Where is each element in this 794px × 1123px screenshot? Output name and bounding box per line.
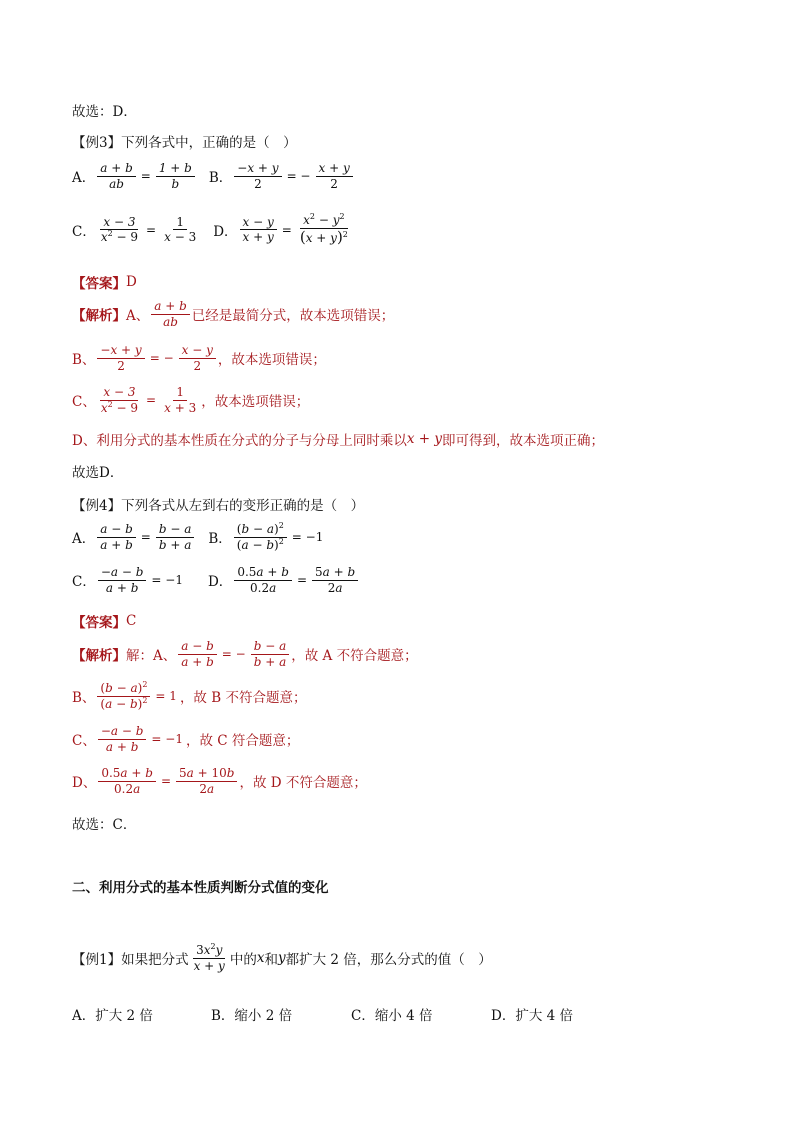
answer-4	[72, 611, 136, 631]
example-4-question	[72, 494, 364, 514]
conclusion-3	[72, 461, 123, 481]
section-title-text: 二、利用分式的基本性质判断分式值的变化	[72, 880, 329, 896]
option-c-label: C．	[72, 223, 96, 240]
fraction: $\frac{b - a}{b + a}$	[156, 523, 195, 551]
section-2-title	[72, 876, 329, 896]
fraction: $\frac{(b - a)^2}{(a - b)^2}$	[97, 682, 150, 710]
analysis-c-text: ，故 C 符合题意；	[185, 733, 300, 750]
fraction: $\frac{1}{x + 3}$	[164, 385, 197, 415]
analysis-a-prefix: A、	[126, 308, 150, 325]
analysis-c-prefix: C、	[72, 733, 96, 750]
example-3-tag: 【例3】	[72, 135, 122, 151]
example-1-text1: 如果把分式	[121, 952, 189, 969]
analysis-4-b: B、 $\frac{(b - a)^2}{(a - b)^2}$ = 1 ，故 B 不符合题意；	[72, 680, 307, 711]
fraction: $\frac{1}{x - 3}$	[164, 214, 197, 245]
example-1-text3: 和	[264, 952, 278, 969]
analysis-c-prefix: C、	[72, 394, 96, 411]
answer-tag: 【答案】	[72, 276, 126, 292]
example-4-tag: 【例4】	[72, 498, 122, 514]
analysis-d-prefix: D、	[72, 775, 97, 792]
example-3-question	[72, 131, 297, 151]
fraction: $\frac{1 + b}{b}$	[156, 162, 195, 190]
analysis-3-b: B、 $\frac{-x + y}{2}$ = − $\frac{x - y}{2}$ ，故本选项错误；	[72, 343, 326, 373]
option-b-label: B．	[208, 170, 233, 187]
answer-tag: 【答案】	[72, 615, 126, 631]
fraction: $\frac{-a - b}{a + b}$	[98, 566, 147, 594]
fraction: $\frac{x - y}{2}$	[179, 344, 216, 372]
option-b-label: B．	[208, 531, 232, 548]
option-b: B．缩小 2 倍	[211, 1008, 293, 1024]
example-1-options	[72, 1004, 573, 1024]
conclusion-4	[72, 813, 136, 833]
fraction: $\frac{a - b}{a + b}$	[178, 640, 217, 668]
fraction: $\frac{-x + y}{2}$	[97, 344, 144, 372]
example-1-text2: 中的	[229, 952, 257, 969]
example-4-options-cd: C． $\frac{-a - b}{a + b}$ = −1 D． $\frac{0.5a + b}{0.2a}$ = $\frac{5a + b}{2a}$	[72, 566, 360, 594]
example-4-options-ab: A． $\frac{a - b}{a + b}$ = $\frac{b - a}{b + a}$ B． $\frac{(b - a)^2}{(a - b)^2}$ = −1	[72, 521, 324, 552]
var-x: x	[256, 950, 265, 967]
analysis-d-text: ，故 D 不符合题意；	[239, 775, 367, 792]
fraction: $\frac{x + y}{2}$	[316, 162, 353, 190]
analysis-a-text: 已经是最简分式，故本选项错误；	[191, 308, 395, 325]
analysis-tag: 【解析】	[72, 308, 126, 325]
analysis-intro: 解：A、	[126, 648, 177, 665]
example-4-text: 下列各式从左到右的变形正确的是（ ）	[121, 498, 365, 514]
fraction: $\frac{x - 3}{x^2 - 9}$	[100, 214, 139, 245]
fraction: $\frac{x - y}{x + y}$	[240, 216, 277, 244]
example-3-options-ab: A． $\frac{a + b}{ab}$ = $\frac{1 + b}{b}$ B． $\frac{-x + y}{2}$ = − $\frac{x + y}{2}$	[72, 162, 355, 190]
conclusion-text: 故选：D．	[72, 104, 137, 120]
analysis-tag: 【解析】	[72, 648, 126, 665]
analysis-b-text: ，故本选项错误；	[217, 352, 326, 369]
fraction: $\frac{a + b}{ab}$	[151, 300, 190, 328]
analysis-b-prefix: B、	[72, 690, 96, 707]
option-d-label: D．	[213, 223, 238, 240]
var-y: y	[277, 950, 286, 967]
analysis-b-prefix: B、	[72, 352, 96, 369]
fraction: $\frac{a - b}{a + b}$	[97, 523, 136, 551]
analysis-d-text1: D、利用分式的基本性质在分式的分子与分母上同时乘以	[72, 433, 407, 449]
conclusion-3-text: 故选D．	[72, 465, 124, 481]
fraction: $\frac{5a + 10b}{2a}$	[176, 767, 237, 795]
analysis-4-c: C、 $\frac{-a - b}{a + b}$ = −1 ，故 C 符合题意；	[72, 724, 300, 754]
fraction: $\frac{b - a}{b + a}$	[251, 640, 290, 668]
fraction: $\frac{a + b}{ab}$	[97, 162, 136, 190]
fraction: $\frac{x^2 - y^2}{(x + y)^2}$	[299, 212, 348, 246]
example-3-options-cd: C． $\frac{x - 3}{x^2 - 9}$ = $\frac{1}{x - 3}$ D． $\frac{x - y}{x + y}$ = $\frac{x^2 - y^2}{(x + y)^2}$	[72, 214, 353, 245]
analysis-d-math: x + y	[406, 431, 442, 447]
example-1-question	[72, 944, 492, 972]
example-1-text4: 都扩大 2 倍，那么分式的值（ ）	[285, 952, 492, 969]
answer-value: D	[126, 274, 137, 290]
option-a-label: A．	[72, 531, 96, 548]
fraction: $\frac{5a + b}{2a}$	[312, 566, 358, 594]
fraction: $\frac{0.5a + b}{0.2a}$	[234, 566, 292, 594]
analysis-d-text2: 即可得到，故本选项正确；	[441, 433, 604, 449]
fraction: $\frac{(b - a)^2}{(a - b)^2}$	[234, 523, 287, 551]
analysis-3-d	[72, 429, 604, 449]
example-1-tag: 【例1】	[72, 952, 122, 969]
fraction: $\frac{-x + y}{2}$	[234, 162, 281, 190]
example-3-text: 下列各式中，正确的是（ ）	[121, 135, 297, 151]
analysis-c-text: ，故本选项错误；	[201, 394, 310, 411]
option-c: C．缩小 4 倍	[351, 1008, 433, 1024]
analysis-b-text: ，故 B 不符合题意；	[179, 690, 307, 707]
conclusion-4-text: 故选：C．	[72, 817, 137, 833]
answer-value: C	[126, 613, 137, 629]
fraction: $\frac{x - 3}{x^2 - 9}$	[100, 385, 139, 415]
fraction: $\frac{3x^2y}{x + y}$	[193, 942, 225, 973]
option-a: A．扩大 2 倍	[72, 1008, 153, 1024]
conclusion-line	[72, 100, 137, 120]
analysis-a-text: ，故 A 不符合题意；	[291, 648, 418, 665]
option-d: D．扩大 4 倍	[491, 1008, 573, 1024]
option-c-label: C．	[72, 574, 96, 591]
analysis-3-c: C、 $\frac{x - 3}{x^2 - 9}$ = $\frac{1}{x + 3}$ ，故本选项错误；	[72, 385, 310, 415]
analysis-4-d: D、 $\frac{0.5a + b}{0.2a}$ = $\frac{5a + 10b}{2a}$ ，故 D 不符合题意；	[72, 766, 367, 796]
analysis-4-a: 【解析】 解：A、 $\frac{a - b}{a + b}$ = − $\frac{b - a}{b + a}$ ，故 A 不符合题意；	[72, 639, 418, 669]
analysis-3-a	[72, 300, 394, 328]
option-a-label: A．	[72, 170, 96, 187]
answer-3	[72, 272, 137, 292]
fraction: $\frac{-a - b}{a + b}$	[98, 725, 147, 753]
option-d-label: D．	[207, 574, 233, 591]
fraction: $\frac{0.5a + b}{0.2a}$	[98, 767, 156, 795]
